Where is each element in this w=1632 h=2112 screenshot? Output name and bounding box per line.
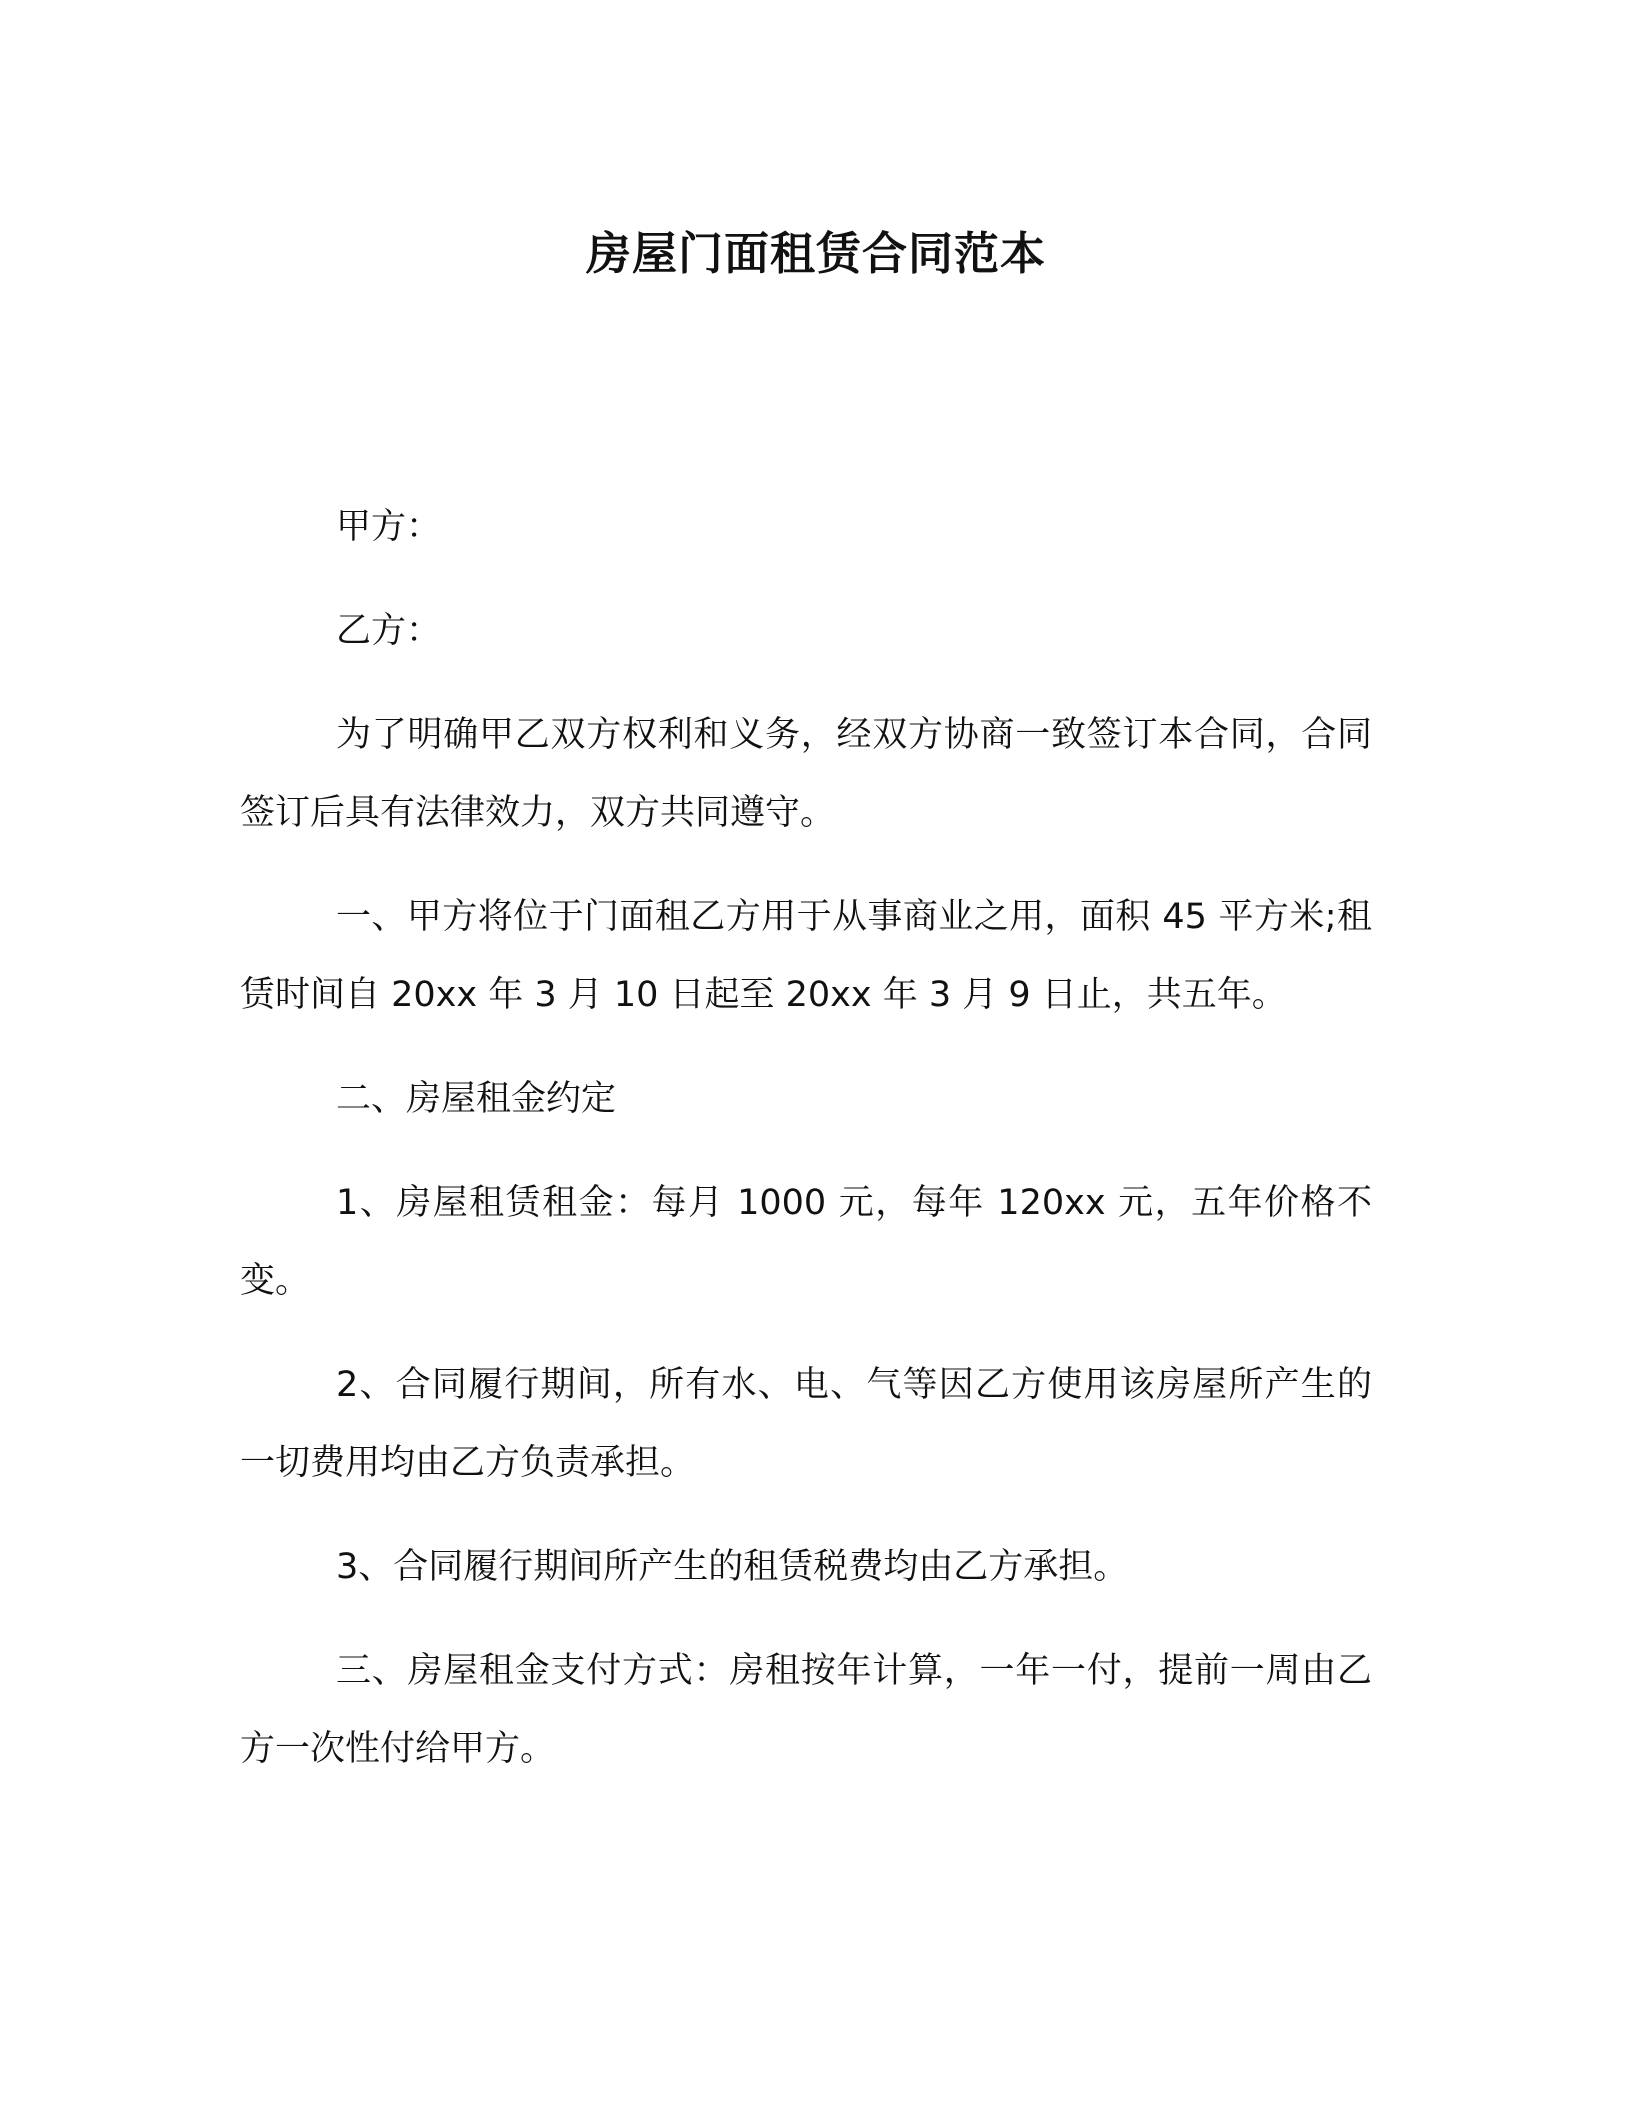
clause-3-payment: 三、房屋租金支付方式：房租按年计算，一年一付，提前一周由乙方一次性付给甲方。 [240,1651,1372,1769]
contract-body [240,488,1372,1814]
party-b-line: 乙方： [336,611,442,651]
clause-2-item-2: 2、合同履行期间，所有水、电、气等因乙方使用该房屋所产生的一切费用均由乙方负责承担。 [240,1365,1372,1483]
clause-2-item-1: 1、房屋租赁租金：每月 1000 元，每年 120xx 元，五年价格不变。 [240,1183,1372,1301]
page-title: 房屋门面租赁合同范本 [585,227,1046,280]
clause-2-heading: 二、房屋租金约定 [336,1079,617,1119]
clause-2-item-3: 3、合同履行期间所产生的租赁税费均由乙方承担。 [336,1547,1129,1587]
clause-1-premises-term: 一、甲方将位于门面租乙方用于从事商业之用，面积 45 平方米;租赁时间自 20xx 年 3 月 10 日起至 20xx 年 3 月 9 日止，共五年。 [240,897,1372,1015]
party-a-line: 甲方： [336,507,442,547]
preamble-paragraph: 为了明确甲乙双方权利和义务，经双方协商一致签订本合同，合同签订后具有法律效力，双方共同遵守。 [240,715,1372,833]
